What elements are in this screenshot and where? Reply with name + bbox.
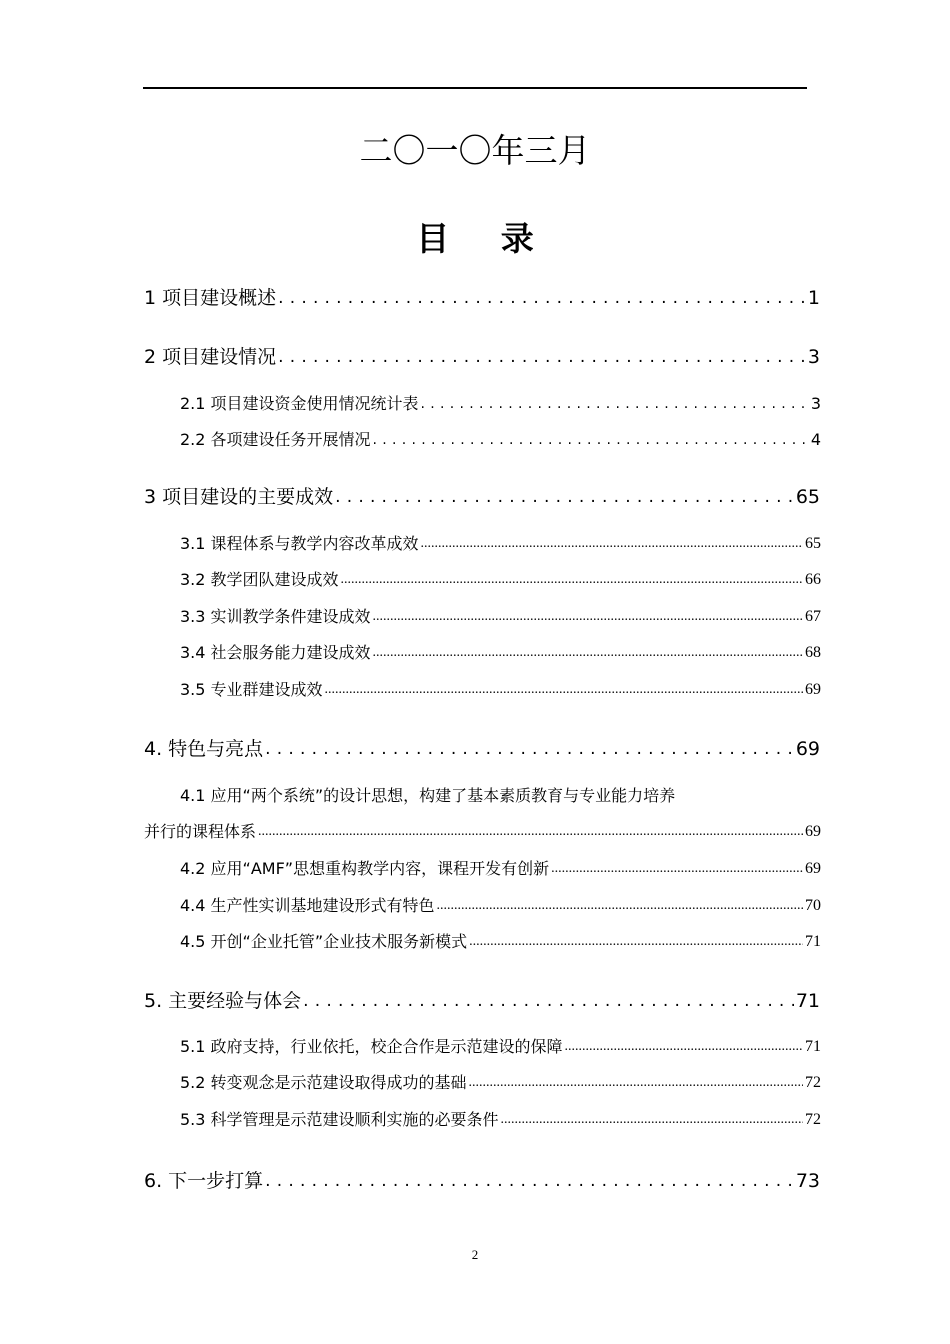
- toc-entry-3-1[interactable]: [180, 531, 821, 557]
- toc-entry-page: 65: [795, 486, 820, 508]
- toc-leader: [373, 426, 809, 453]
- toc-entry-page: 69: [795, 738, 820, 760]
- toc-entry-2[interactable]: [144, 342, 820, 372]
- toc-entry-5[interactable]: [144, 986, 820, 1016]
- toc-entry-text: 2.2 各项建设任务开展情况: [180, 430, 371, 449]
- toc-leader: [421, 531, 803, 557]
- toc-entry-page: 68: [805, 644, 821, 661]
- toc-entry-2-1[interactable]: [180, 391, 821, 417]
- toc-entry-page: 71: [805, 933, 821, 950]
- toc-entry-page: 65: [805, 535, 821, 552]
- toc-leader: [373, 640, 803, 666]
- toc-entry-5-1[interactable]: [180, 1034, 821, 1060]
- toc-entry-3[interactable]: [144, 482, 820, 512]
- toc-entry-4[interactable]: [144, 734, 820, 764]
- toc-entry-4-5[interactable]: [180, 929, 821, 955]
- toc-entry-text: 5.1 政府支持，行业依托，校企合作是示范建设的保障: [180, 1037, 563, 1056]
- page-number: 2: [471, 1247, 479, 1262]
- toc-leader: [373, 604, 803, 630]
- toc-entry-text: 2 项目建设情况: [144, 346, 277, 368]
- toc-entry-text: 5.2 转变观念是示范建设取得成功的基础: [180, 1073, 467, 1092]
- toc-entry-1[interactable]: [144, 283, 820, 313]
- toc-entry-text: 4.2 应用“AMF”思想重构教学内容，课程开发有创新: [180, 859, 550, 878]
- toc-entry-page: 67: [805, 608, 821, 625]
- toc-entry-text: 3.5 专业群建设成效: [180, 680, 323, 699]
- toc-leader: [278, 341, 806, 372]
- toc-entry-3-2[interactable]: [180, 567, 821, 593]
- toc-entry-text: 4. 特色与亮点: [144, 738, 264, 760]
- toc-entry-page: 72: [805, 1074, 821, 1091]
- toc-leader: [325, 677, 803, 703]
- toc-entry-text: 3.1 课程体系与教学内容改革成效: [180, 534, 419, 553]
- toc-entry-text: 3.4 社会服务能力建设成效: [180, 643, 371, 662]
- toc-entry-text: 3.2 教学团队建设成效: [180, 570, 339, 589]
- toc-entry-text: 3 项目建设的主要成效: [144, 486, 334, 508]
- toc-entry-2-2[interactable]: [180, 427, 821, 453]
- toc-entry-text: 并行的课程体系: [144, 822, 257, 841]
- toc-entry-text: 6. 下一步打算: [144, 1170, 264, 1192]
- toc-entry-3-5[interactable]: [180, 677, 821, 703]
- toc-leader: [551, 856, 803, 882]
- toc-leader: [265, 733, 794, 764]
- toc-entry-page: 71: [805, 1038, 821, 1055]
- toc-leader: [437, 893, 803, 919]
- toc-entry-text: 1 项目建设概述: [144, 287, 277, 309]
- toc-leader: [278, 282, 806, 313]
- header-rule: [143, 87, 807, 89]
- toc-entry-page: 66: [805, 571, 821, 588]
- toc-entry-4-2[interactable]: [180, 856, 821, 882]
- toc-entry-page: 1: [807, 287, 820, 309]
- toc-leader: [303, 985, 794, 1016]
- toc-entry-text: 5. 主要经验与体会: [144, 990, 302, 1012]
- toc-entry-4-1-line1[interactable]: 4.1 应用“两个系统”的设计思想，构建了基本素质教育与专业能力培养: [180, 786, 676, 805]
- toc-entry-3-3[interactable]: [180, 604, 821, 630]
- toc-entry-page: 73: [795, 1170, 820, 1192]
- toc-entry-text: 4.5 开创“企业托管”企业技术服务新模式: [180, 932, 468, 951]
- toc-entry-page: 72: [805, 1111, 821, 1128]
- toc-entry-page: 69: [805, 823, 821, 840]
- toc-leader: [501, 1107, 803, 1133]
- toc-entry-page: 70: [805, 897, 821, 914]
- toc-entry-4-4[interactable]: [180, 893, 821, 919]
- toc-entry-4-1[interactable]: [144, 819, 821, 845]
- document-date: 二〇一〇年三月: [359, 131, 591, 170]
- toc-leader: [469, 1070, 803, 1096]
- toc-leader: [335, 481, 794, 512]
- toc-entry-5-2[interactable]: [180, 1070, 821, 1096]
- toc-leader: [565, 1034, 803, 1060]
- toc-entry-page: 69: [805, 681, 821, 698]
- toc-entry-page: 3: [810, 394, 821, 413]
- toc-leader: [341, 567, 803, 593]
- toc-entry-page: 4: [810, 430, 821, 449]
- toc-entry-text: 5.3 科学管理是示范建设顺利实施的必要条件: [180, 1110, 499, 1129]
- toc-title: 目 录: [416, 219, 554, 258]
- toc-leader: [421, 390, 809, 417]
- toc-leader: [258, 819, 803, 845]
- toc-entry-page: 3: [807, 346, 820, 368]
- toc-entry-page: 69: [805, 860, 821, 877]
- toc-entry-text: 4.4 生产性实训基地建设形式有特色: [180, 896, 435, 915]
- toc-leader: [265, 1165, 794, 1196]
- toc-entry-text: 3.3 实训教学条件建设成效: [180, 607, 371, 626]
- toc-entry-6[interactable]: [144, 1166, 820, 1196]
- toc-entry-page: 71: [795, 990, 820, 1012]
- toc-entry-3-4[interactable]: [180, 640, 821, 666]
- toc-leader: [469, 929, 803, 955]
- toc-entry-5-3[interactable]: [180, 1107, 821, 1133]
- toc-entry-text: 2.1 项目建设资金使用情况统计表: [180, 394, 419, 413]
